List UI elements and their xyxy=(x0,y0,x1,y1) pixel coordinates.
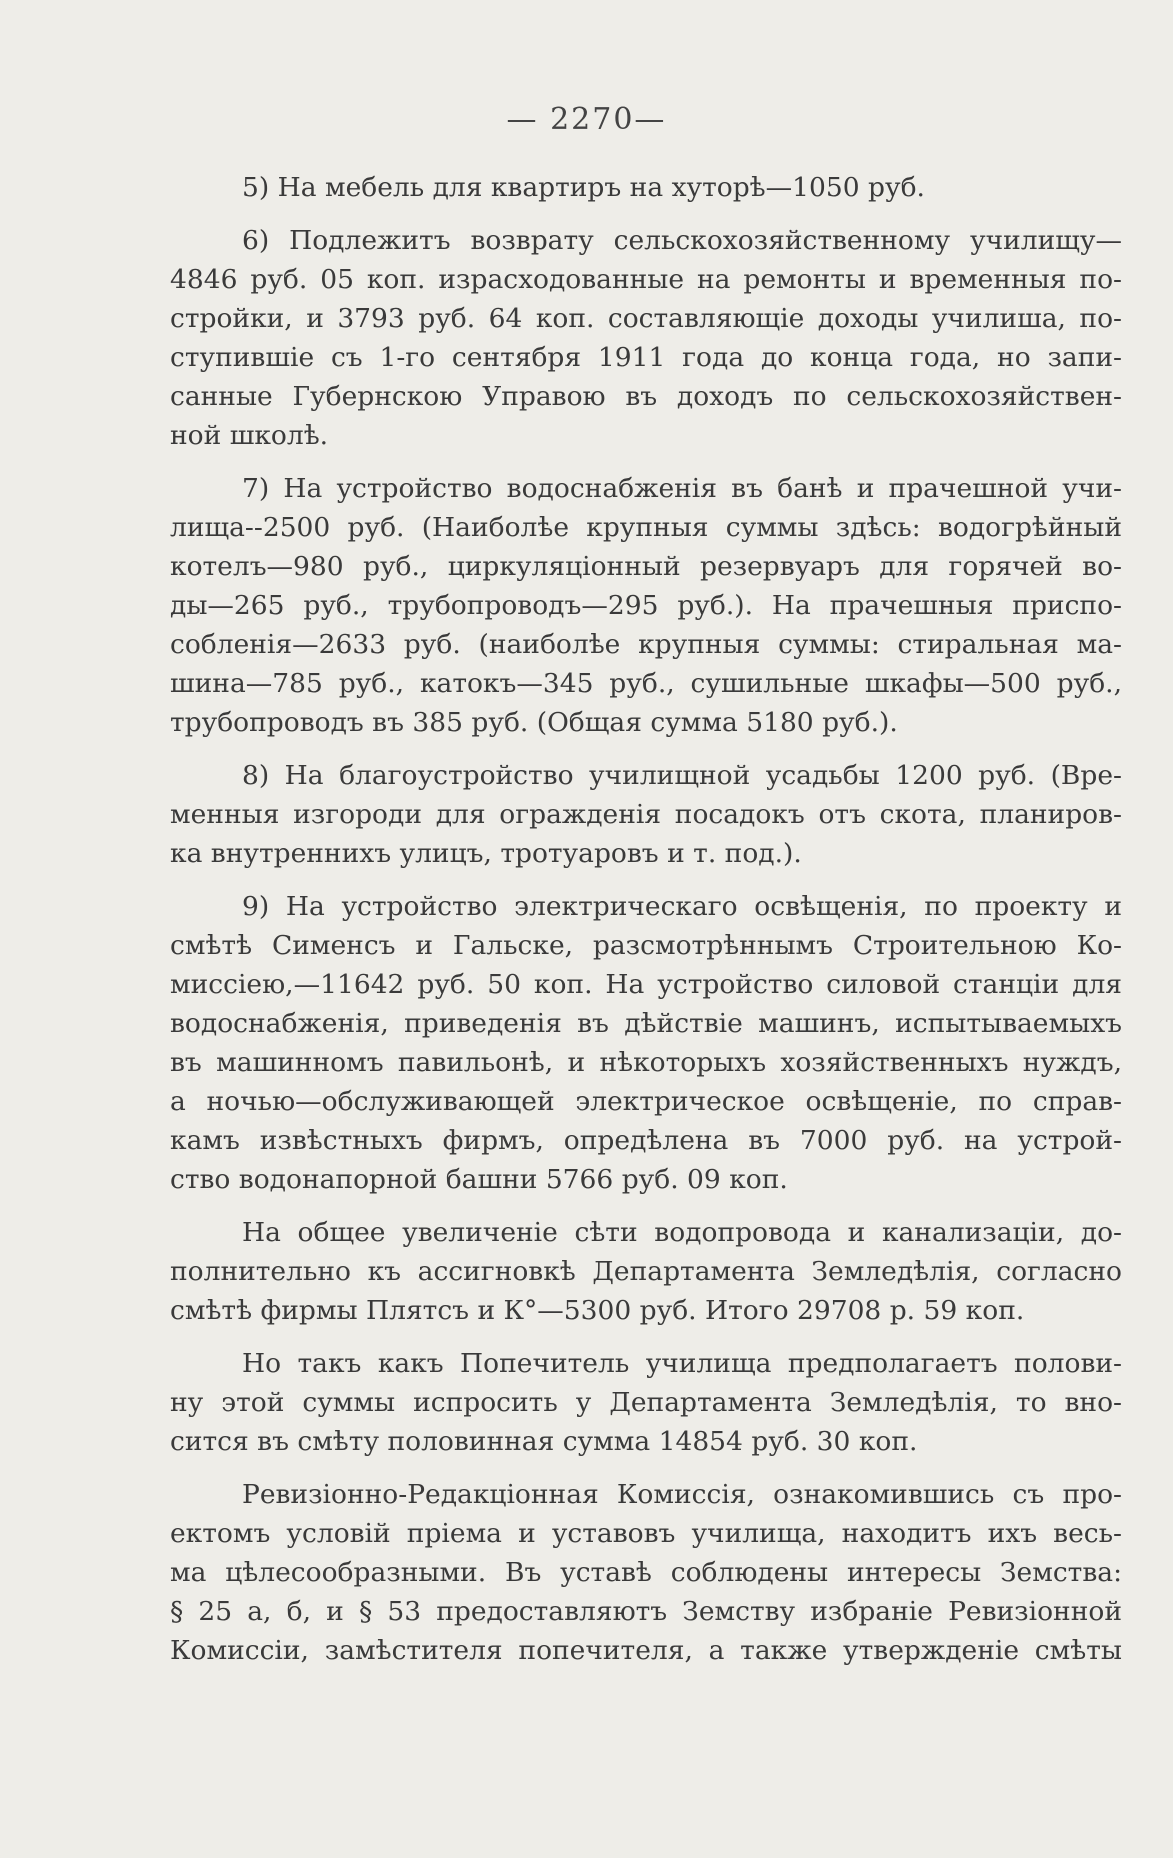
paragraph-item-8 xyxy=(170,756,1122,873)
text-line: ка внутреннихъ улицъ, тротуаровъ и т. под.). xyxy=(170,838,802,869)
text-line: стройки, и 3793 руб. 64 коп. составляющіе доходы училиша, по- xyxy=(170,303,1122,334)
text-line: въ машинномъ павильонѣ, и нѣкоторыхъ хозяйственныхъ нуждъ, xyxy=(170,1047,1122,1078)
text-line: 9) На устройство электрическаго освѣщенія, по проекту и xyxy=(242,891,1122,922)
text-line: собленія—2633 руб. (наиболѣе крупныя суммы: стиральная ма- xyxy=(170,629,1122,660)
text-line: Но такъ какъ Попечитель училища предполагаетъ полови- xyxy=(242,1348,1122,1379)
text-line: менныя изгороди для огражденія посадокъ отъ скота, планиров- xyxy=(170,799,1122,830)
text-line: ступившіе съ 1-го сентября 1911 года до конца года, но запи- xyxy=(170,342,1122,373)
text-line: 6) Подлежитъ возврату сельскохозяйственному училищу— xyxy=(242,225,1122,256)
text-line: ну этой суммы испросить у Департамента Земледѣлія, то вно- xyxy=(170,1387,1122,1418)
body-text xyxy=(170,168,1122,1684)
text-line: полнительно къ ассигновкѣ Департамента Земледѣлія, согласно xyxy=(170,1256,1122,1287)
paragraph-item-5 xyxy=(170,168,1122,207)
paragraph-item-9 xyxy=(170,887,1122,1199)
text-line: шина—785 руб., катокъ—345 руб., сушильные шкафы—500 руб., xyxy=(170,668,1122,699)
text-line: Комиссіи, замѣстителя попечителя, а также утвержденіе смѣты xyxy=(170,1635,1122,1666)
text-line: сится въ смѣту половинная сумма 14854 руб. 30 коп. xyxy=(170,1426,918,1457)
text-line: миссіею,—11642 руб. 50 коп. На устройство силовой станціи для xyxy=(170,969,1122,1000)
paragraph-item-7 xyxy=(170,469,1122,742)
text-line: § 25 а, б, и § 53 предоставляютъ Земству избраніе Ревизіонной xyxy=(170,1596,1122,1627)
text-line: 4846 руб. 05 коп. израсходованные на ремонты и временныя по- xyxy=(170,264,1122,295)
page-number: — 2270— xyxy=(506,102,667,137)
paragraph-item-6 xyxy=(170,221,1122,455)
text-line: 5) На мебель для квартиръ на хуторѣ—1050 руб. xyxy=(242,172,925,203)
text-line: смѣтѣ Сименсъ и Гальске, разсмотрѣннымъ Строительною Ко- xyxy=(170,930,1122,961)
paragraph-revision-commission xyxy=(170,1475,1122,1670)
text-line: Ревизіонно-Редакціонная Комиссія, ознакомившись съ про- xyxy=(242,1479,1122,1510)
text-line: а ночью—обслуживающей электрическое освѣщеніе, по справ- xyxy=(170,1086,1122,1117)
paragraph-network-expansion xyxy=(170,1213,1122,1330)
text-line: котелъ—980 руб., циркуляціонный резервуаръ для горячей во- xyxy=(170,551,1122,582)
paragraph-half-sum xyxy=(170,1344,1122,1461)
text-line: ма цѣлесообразными. Въ уставѣ соблюдены интересы Земства: xyxy=(170,1557,1122,1588)
text-line: санные Губернскою Управою въ доходъ по сельскохозяйствен- xyxy=(170,381,1122,412)
text-line: 8) На благоустройство училищной усадьбы 1200 руб. (Вре- xyxy=(242,760,1122,791)
text-line: лища--2500 руб. (Наиболѣе крупныя суммы здѣсь: водогрѣйный xyxy=(170,512,1122,543)
text-line: смѣтѣ фирмы Плятсъ и К°—5300 руб. Итого 29708 р. 59 коп. xyxy=(170,1295,1025,1326)
text-line: ство водонапорной башни 5766 руб. 09 коп. xyxy=(170,1164,788,1195)
text-line: ектомъ условій пріема и уставовъ училища, находитъ ихъ весь- xyxy=(170,1518,1122,1549)
text-line: трубопроводъ въ 385 руб. (Общая сумма 5180 руб.). xyxy=(170,707,898,738)
text-line: водоснабженія, приведенія въ дѣйствіе машинъ, испытываемыхъ xyxy=(170,1008,1122,1039)
text-line: 7) На устройство водоснабженія въ банѣ и прачешной учи- xyxy=(242,473,1122,504)
text-line: На общее увеличеніе сѣти водопровода и канализаціи, до- xyxy=(242,1217,1122,1248)
text-line: камъ извѣстныхъ фирмъ, опредѣлена въ 7000 руб. на устрой- xyxy=(170,1125,1122,1156)
text-line: ной школѣ. xyxy=(170,420,329,451)
text-line: ды—265 руб., трубопроводъ—295 руб.). На прачешныя приспо- xyxy=(170,590,1122,621)
